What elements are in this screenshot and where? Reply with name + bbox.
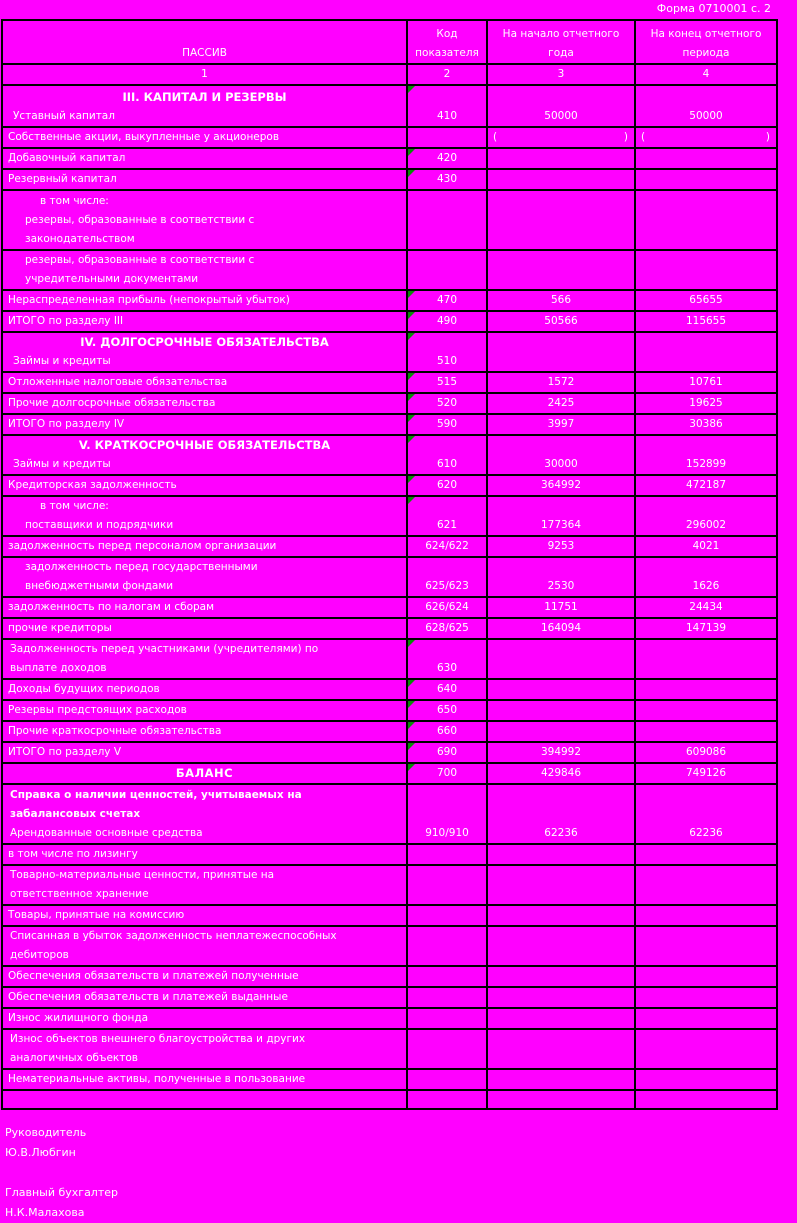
row-value-start — [487, 700, 635, 721]
row-label: Отложенные налоговые обязательства — [2, 372, 407, 393]
table-row — [2, 557, 777, 597]
row-value-end — [635, 865, 777, 905]
row-value-end: 30386 — [635, 414, 777, 435]
table-row — [2, 966, 777, 987]
row-label: ИТОГО по разделу IV — [2, 414, 407, 435]
row-label-text: Займы и кредиты — [13, 458, 111, 470]
row-code: 628/625 — [407, 618, 487, 639]
row-value-start — [487, 1090, 635, 1109]
row-label — [2, 190, 407, 250]
accountant-title: Главный бухгалтер — [5, 1186, 118, 1199]
paren-open: ( — [641, 131, 646, 143]
row-value-start: 364992 — [487, 475, 635, 496]
row-value-end: 10761 — [635, 372, 777, 393]
row-code: 410 — [407, 85, 487, 127]
row-label-line: Справка о наличии ценностей, учитываемых на — [10, 789, 302, 801]
row-value-end — [635, 721, 777, 742]
row-code — [407, 1069, 487, 1090]
row-code: 430 — [407, 169, 487, 190]
row-code — [407, 844, 487, 865]
row-label-line: в том числе: — [40, 195, 109, 207]
row-value-end: 147139 — [635, 618, 777, 639]
row-label-line: поставщики и подрядчики — [25, 519, 174, 531]
table-row — [2, 597, 777, 618]
row-value-start — [487, 679, 635, 700]
row-value-start — [487, 127, 635, 148]
row-value-start — [487, 250, 635, 290]
row-value-start: 62236 — [487, 784, 635, 844]
row-code: 621 — [407, 496, 487, 536]
balance-liabilities-table — [1, 19, 778, 1110]
row-value-start: 11751 — [487, 597, 635, 618]
row-code — [407, 250, 487, 290]
row-value-start: 2530 — [487, 557, 635, 597]
table-row — [2, 127, 777, 148]
table-row — [2, 536, 777, 557]
row-code — [407, 966, 487, 987]
row-code: 650 — [407, 700, 487, 721]
row-code: 910/910 — [407, 784, 487, 844]
row-code: 690 — [407, 742, 487, 763]
row-code — [407, 1029, 487, 1069]
row-label-line: Износ объектов внешнего благоустройства и других — [10, 1033, 306, 1045]
column-number: 3 — [487, 64, 635, 85]
row-value-start: 30000 — [487, 435, 635, 475]
row-value-end: 609086 — [635, 742, 777, 763]
row-label: прочие кредиторы — [2, 618, 407, 639]
row-code: 624/622 — [407, 536, 487, 557]
row-value-end — [635, 926, 777, 966]
column-number-row — [2, 64, 777, 85]
header-col-code: Код показателя — [407, 20, 487, 64]
row-code — [407, 1008, 487, 1029]
row-value-start — [487, 865, 635, 905]
row-value-end: 749126 — [635, 763, 777, 784]
row-value-start — [487, 190, 635, 250]
row-value-end: 62236 — [635, 784, 777, 844]
table-row — [2, 1090, 777, 1109]
row-label: ИТОГО по разделу V — [2, 742, 407, 763]
row-value-end — [635, 700, 777, 721]
row-label — [2, 1029, 407, 1069]
row-label: Доходы будущих периодов — [2, 679, 407, 700]
row-code: 520 — [407, 393, 487, 414]
table-row — [2, 987, 777, 1008]
row-label: Резервный капитал — [2, 169, 407, 190]
row-value-start — [487, 1008, 635, 1029]
row-label-line: законодательством — [25, 233, 135, 245]
row-value-end — [635, 679, 777, 700]
row-code: 625/623 — [407, 557, 487, 597]
row-value-end — [635, 1008, 777, 1029]
paren-close: ) — [623, 131, 628, 143]
row-code: 510 — [407, 332, 487, 372]
row-label: Товары, принятые на комиссию — [2, 905, 407, 926]
row-value-end: 24434 — [635, 597, 777, 618]
row-value-start: 3997 — [487, 414, 635, 435]
row-label: Прочие краткосрочные обязательства — [2, 721, 407, 742]
row-value-end: 4021 — [635, 536, 777, 557]
header-col-name: ПАССИВ — [2, 20, 407, 64]
table-row — [2, 393, 777, 414]
header-row — [2, 20, 777, 64]
row-code: 700 — [407, 763, 487, 784]
table-row — [2, 250, 777, 290]
row-value-start: 394992 — [487, 742, 635, 763]
table-row — [2, 85, 777, 127]
row-label: задолженность перед персоналом организации — [2, 536, 407, 557]
row-label-line: Задолженность перед участниками (учредителями) по — [10, 643, 319, 655]
row-label: задолженность по налогам и сборам — [2, 597, 407, 618]
row-label: ИТОГО по разделу III — [2, 311, 407, 332]
row-value-start: 1572 — [487, 372, 635, 393]
column-number: 1 — [2, 64, 407, 85]
row-value-start — [487, 905, 635, 926]
row-label: Обеспечения обязательств и платежей полученные — [2, 966, 407, 987]
row-label — [2, 557, 407, 597]
row-value-start: 177364 — [487, 496, 635, 536]
row-label-line: задолженность перед государственными — [25, 561, 258, 573]
row-code — [407, 926, 487, 966]
row-label: Прочие долгосрочные обязательства — [2, 393, 407, 414]
column-number: 2 — [407, 64, 487, 85]
row-code — [407, 1090, 487, 1109]
table-row — [2, 639, 777, 679]
row-value-end — [635, 987, 777, 1008]
row-label — [2, 1090, 407, 1109]
row-value-start: 164094 — [487, 618, 635, 639]
row-value-start — [487, 844, 635, 865]
row-value-end — [635, 190, 777, 250]
row-value-end: 152899 — [635, 435, 777, 475]
row-label: БАЛАНС — [2, 763, 407, 784]
row-label-line: в том числе: — [40, 500, 109, 512]
row-label — [2, 496, 407, 536]
row-label-text: Займы и кредиты — [13, 355, 111, 367]
row-value-end — [635, 905, 777, 926]
row-code — [407, 905, 487, 926]
row-label: Добавочный капитал — [2, 148, 407, 169]
table-row — [2, 332, 777, 372]
row-label — [2, 85, 407, 127]
row-label-line: забалансовых счетах — [10, 808, 141, 820]
row-value-end: 19625 — [635, 393, 777, 414]
section-title: III. КАПИТАЛ И РЕЗЕРВЫ — [122, 90, 287, 104]
row-label: Собственные акции, выкупленные у акционеров — [2, 127, 407, 148]
row-code: 420 — [407, 148, 487, 169]
row-label — [2, 865, 407, 905]
row-code: 470 — [407, 290, 487, 311]
table-row — [2, 169, 777, 190]
header-col-end: На конец отчетного периода — [635, 20, 777, 64]
paren-close: ) — [765, 131, 770, 143]
row-value-start — [487, 1069, 635, 1090]
row-code: 490 — [407, 311, 487, 332]
table-row — [2, 700, 777, 721]
row-value-end — [635, 1029, 777, 1069]
row-label-line: Арендованные основные средства — [10, 827, 203, 839]
row-value-end — [635, 966, 777, 987]
row-value-start — [487, 966, 635, 987]
section-title: V. КРАТКОСРОЧНЫЕ ОБЯЗАТЕЛЬСТВА — [78, 438, 331, 452]
row-value-end — [635, 250, 777, 290]
table-row — [2, 784, 777, 844]
row-value-end: 296002 — [635, 496, 777, 536]
row-value-start — [487, 639, 635, 679]
row-value-end: 115655 — [635, 311, 777, 332]
row-value-end — [635, 332, 777, 372]
table-row — [2, 435, 777, 475]
row-code — [407, 865, 487, 905]
row-code: 630 — [407, 639, 487, 679]
table-row — [2, 905, 777, 926]
table-row — [2, 742, 777, 763]
table-row — [2, 1069, 777, 1090]
row-value-start — [487, 148, 635, 169]
row-code — [407, 127, 487, 148]
row-value-start — [487, 332, 635, 372]
row-value-end: 1626 — [635, 557, 777, 597]
row-label-line: резервы, образованные в соответствии с — [25, 214, 255, 226]
table-row — [2, 290, 777, 311]
row-label-line: внебюджетными фондами — [25, 580, 174, 592]
row-value-start — [487, 987, 635, 1008]
row-value-start — [487, 169, 635, 190]
row-code: 590 — [407, 414, 487, 435]
table-row — [2, 372, 777, 393]
table-row — [2, 926, 777, 966]
row-value-start: 566 — [487, 290, 635, 311]
row-label: Обеспечения обязательств и платежей выданные — [2, 987, 407, 1008]
row-value-start: 9253 — [487, 536, 635, 557]
row-value-start: 2425 — [487, 393, 635, 414]
table-row — [2, 496, 777, 536]
table-row — [2, 475, 777, 496]
row-label-line: выплате доходов — [10, 662, 107, 674]
row-code — [407, 987, 487, 1008]
row-code: 626/624 — [407, 597, 487, 618]
row-value-end — [635, 148, 777, 169]
row-value-end: 472187 — [635, 475, 777, 496]
row-value-start: 429846 — [487, 763, 635, 784]
table-row — [2, 190, 777, 250]
row-code: 660 — [407, 721, 487, 742]
row-value-end: 65655 — [635, 290, 777, 311]
row-value-end — [635, 1069, 777, 1090]
table-row — [2, 865, 777, 905]
table-row — [2, 1029, 777, 1069]
row-value-start — [487, 721, 635, 742]
row-label — [2, 639, 407, 679]
row-label — [2, 784, 407, 844]
row-value-start: 50566 — [487, 311, 635, 332]
table-row — [2, 414, 777, 435]
row-code: 640 — [407, 679, 487, 700]
table-row — [2, 763, 777, 784]
row-label-text: Уставный капитал — [13, 110, 115, 122]
row-value-end — [635, 169, 777, 190]
row-label — [2, 435, 407, 475]
table-row — [2, 1008, 777, 1029]
row-label: Резервы предстоящих расходов — [2, 700, 407, 721]
table-row — [2, 844, 777, 865]
row-code: 620 — [407, 475, 487, 496]
row-label: Нераспределенная прибыль (непокрытый убыток) — [2, 290, 407, 311]
row-value-end: 50000 — [635, 85, 777, 127]
row-label-line: резервы, образованные в соответствии с — [25, 254, 255, 266]
row-label: Нематериальные активы, полученные в пользование — [2, 1069, 407, 1090]
head-title: Руководитель — [5, 1126, 87, 1139]
row-value-start — [487, 926, 635, 966]
row-label — [2, 332, 407, 372]
form-reference: Форма 0710001 с. 2 — [656, 2, 771, 15]
row-label-line: Товарно-материальные ценности, принятые на — [10, 869, 275, 881]
header-col-start: На начало отчетного года — [487, 20, 635, 64]
row-value-end — [635, 1090, 777, 1109]
signature-block — [5, 1123, 118, 1223]
row-value-end — [635, 844, 777, 865]
table-row — [2, 618, 777, 639]
row-label: Износ жилищного фонда — [2, 1008, 407, 1029]
section-title: IV. ДОЛГОСРОЧНЫЕ ОБЯЗАТЕЛЬСТВА — [80, 335, 329, 349]
row-value-start — [487, 1029, 635, 1069]
table-row — [2, 679, 777, 700]
table-row — [2, 721, 777, 742]
row-label: Кредиторская задолженность — [2, 475, 407, 496]
row-code: 515 — [407, 372, 487, 393]
head-name: Ю.В.Любгин — [5, 1146, 76, 1159]
row-label: в том числе по лизингу — [2, 844, 407, 865]
row-label — [2, 926, 407, 966]
row-code — [407, 190, 487, 250]
row-label-line: дебиторов — [10, 949, 69, 961]
row-label — [2, 250, 407, 290]
table-row — [2, 148, 777, 169]
row-label-line: Списанная в убыток задолженность неплатежеспособных — [10, 930, 337, 942]
row-code: 610 — [407, 435, 487, 475]
row-value-end — [635, 127, 777, 148]
row-label-line: учредительными документами — [25, 273, 199, 285]
row-label-line: ответственное хранение — [10, 888, 149, 900]
row-label-line: аналогичных объектов — [10, 1052, 138, 1064]
table-row — [2, 311, 777, 332]
paren-open: ( — [493, 131, 498, 143]
row-value-end — [635, 639, 777, 679]
accountant-name: Н.К.Малахова — [5, 1206, 85, 1219]
row-value-start: 50000 — [487, 85, 635, 127]
column-number: 4 — [635, 64, 777, 85]
